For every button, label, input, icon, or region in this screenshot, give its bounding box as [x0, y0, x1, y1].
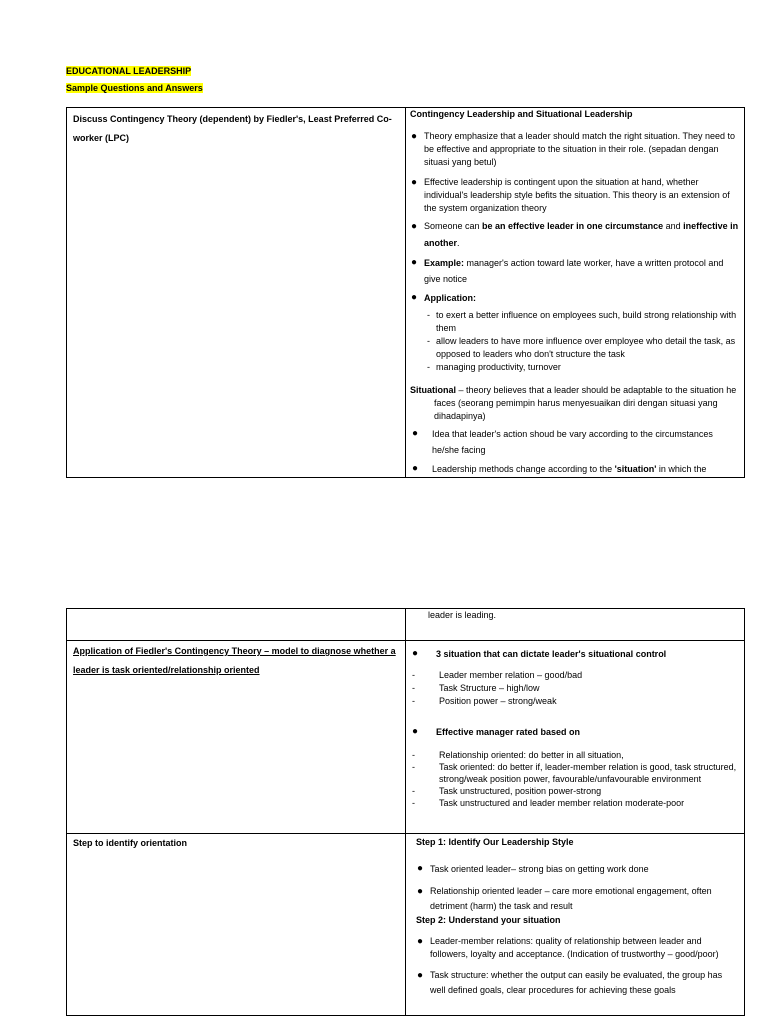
situation-item: - Task Structure – high/low [412, 683, 540, 693]
application-item: - allow leaders to have more influence over employee who detail the task, as opposed to leaders who don't structure the task [427, 336, 736, 359]
situation-item: - Position power – strong/weak [412, 696, 557, 706]
answer-cell [406, 834, 745, 1016]
bullet-icon: ● [417, 936, 424, 947]
situation-item: - Leader member relation – good/bad [412, 670, 583, 680]
bullet-icon: ● [417, 863, 424, 874]
bullet-item: ● Someone can be an effective leader in one circumstance and ineffective in another. [410, 218, 740, 252]
effective-item: - Task unstructured and leader member relation moderate-poor [412, 798, 685, 808]
empty-cell [67, 609, 406, 641]
continuation-text: leader is leading. [428, 610, 497, 620]
application-item: - to exert a better influence on employees such, build strong relationship with them [427, 310, 737, 333]
bullet-icon: ● [417, 886, 424, 897]
answer-cell [406, 108, 745, 478]
bullet-icon: ● [412, 726, 419, 737]
bullet-item: ● Leadership methods change according to the 'situation' in which the [410, 461, 740, 477]
step-heading: Step 2: Understand your situation [416, 915, 561, 925]
bullet-item: ● Task structure: whether the output can easily be evaluated, the group has well defined goals, clear procedures for achieving these goals [417, 970, 723, 995]
bullet-icon: ● [412, 648, 419, 659]
bullet-icon: ● [411, 131, 418, 142]
qa-table-1 [66, 107, 745, 478]
question-text: Application of Fiedler's Contingency Theory – model to diagnose whether a leader is task oriented/relationship oriented [73, 646, 396, 675]
question-cell [67, 641, 406, 834]
qa-table-2 [66, 608, 745, 1016]
bullet-icon: ● [411, 177, 418, 188]
bullet-icon: ● [412, 463, 419, 474]
bullet-item: ● 3 situation that can dictate leader's situational control [412, 648, 667, 659]
situational-paragraph: Situational – theory believes that a leader should be adaptable to the situation he faces (seorang pemimpin harus menyesuaikan diri dengan situasi yang dihadapinya) [410, 385, 737, 421]
question-cell [67, 834, 406, 1016]
bullet-item: ● Application: [410, 290, 740, 306]
bullet-icon: ● [411, 221, 418, 232]
question-cell [67, 108, 406, 478]
bullet-item: ● Effective manager rated based on [412, 726, 581, 737]
bullet-icon: ● [412, 428, 419, 439]
bullet-icon: ● [411, 292, 418, 303]
step-heading: Step 1: Identify Our Leadership Style [416, 837, 574, 847]
bullet-item: ● Task oriented leader– strong bias on getting work done [417, 863, 649, 874]
document-subtitle: Sample Questions and Answers [66, 83, 203, 93]
bullet-item: ● Theory emphasize that a leader should match the right situation. They need to be effective and appropriate to the situation in their role. (sepadan dengan situasi yang betul) [411, 131, 736, 167]
bullet-icon: ● [417, 970, 424, 981]
application-item: - managing productivity, turnover [427, 362, 561, 372]
question-text: Step to identify orientation [73, 838, 187, 848]
bullet-item: ● Relationship oriented leader – care more emotional engagement, often detriment (harm) the task and result [417, 886, 712, 911]
answer-heading: Contingency Leadership and Situational Leadership [410, 109, 633, 119]
effective-item: - Task unstructured, position power-strong [412, 786, 602, 796]
continuation-cell [406, 609, 745, 641]
effective-item: - Relationship oriented: do better in all situation, [412, 750, 624, 760]
effective-item: - Task oriented: do better if, leader-member relation is good, task structured, strong/weak position power, favourable/unfavourable environment [412, 762, 737, 784]
bullet-item: ● Idea that leader's action shoud be vary according to the circumstances he/she facing [412, 428, 713, 455]
bullet-item: ● Leader-member relations: quality of relationship between leader and followers, loyalty and acceptance. (Indication of trustworthy – good/poor) [417, 936, 719, 959]
bullet-item: ● Effective leadership is contingent upon the situation at hand, whether individual's leadership style befits the situation. This theory is an extension of the system organization theory [411, 177, 730, 213]
bullet-item: ● Example: manager's action toward late worker, have a written protocol and give notice [411, 257, 724, 284]
question-text: Discuss Contingency Theory (dependent) by Fiedler's, Least Preferred Co- worker (LPC) [73, 114, 392, 143]
document-title: EDUCATIONAL LEADERSHIP [66, 66, 192, 76]
bullet-icon: ● [411, 257, 418, 268]
answer-cell [406, 641, 745, 834]
